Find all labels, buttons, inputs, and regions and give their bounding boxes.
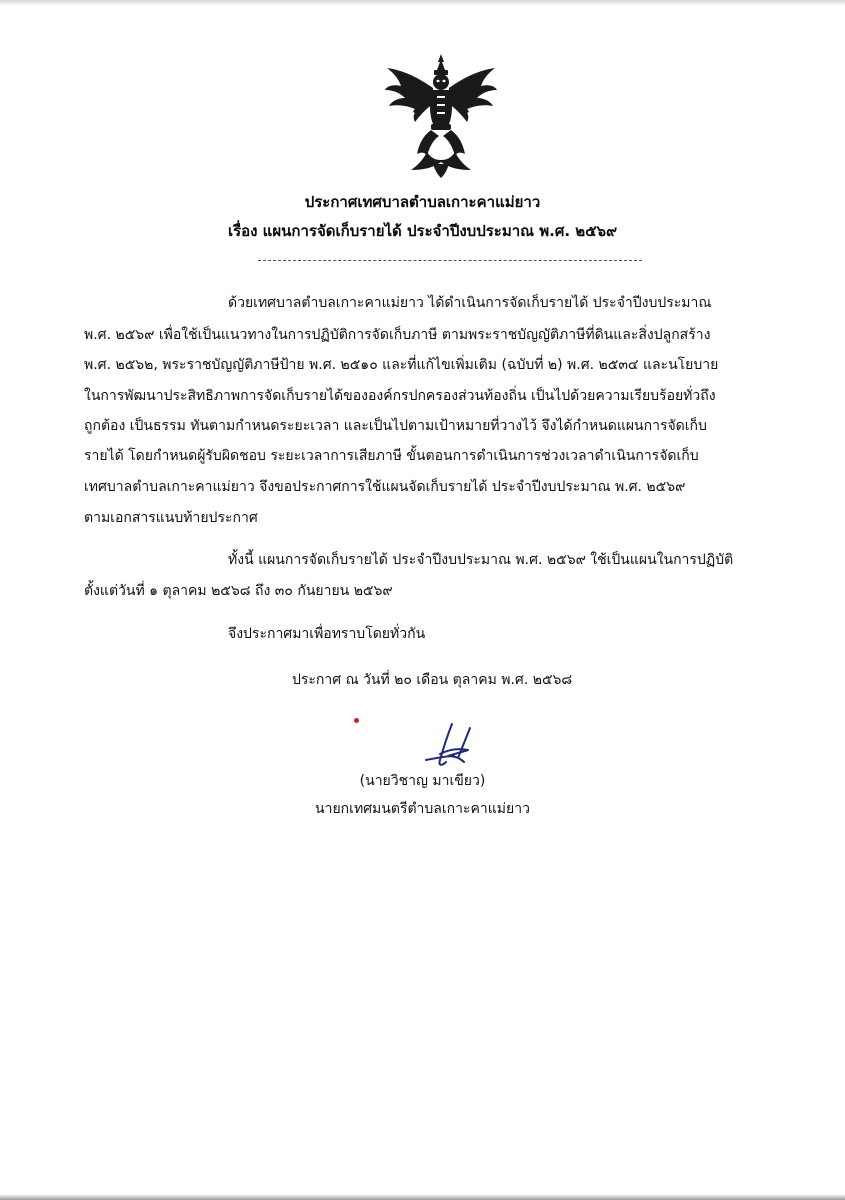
paragraph1-line-3: พ.ศ. ๒๕๖๒, พระราชบัญญัติภาษีป้าย พ.ศ. ๒๕๑๐ และที่แก้ไขเพิ่มเติม (ฉบับที่ ๒) พ.ศ. ๒๕๓๔ และนโยบาย (84, 357, 719, 373)
scan-top-edge (0, 0, 845, 6)
announcement-date: ประกาศ ณ วันที่ ๒๐ เดือน ตุลาคม พ.ศ. ๒๕๖๘ (292, 672, 573, 688)
red-mark (354, 718, 359, 723)
garuda-emblem-icon (383, 52, 499, 180)
paragraph1-line-8: ตามเอกสารแนบท้ายประกาศ (84, 510, 258, 526)
header-divider (258, 260, 642, 261)
announce-line: จึงประกาศมาเพื่อทราบโดยทั่วกัน (228, 626, 426, 642)
paragraph1-line-2: พ.ศ. ๒๕๖๙ เพื่อใช้เป็นแนวทางในการปฏิบัติการจัดเก็บภาษี ตามพระราชบัญญัติภาษีที่ดินและสิ่งปลูกสร้าง (84, 327, 711, 343)
paragraph1-line-7: เทศบาลตำบลเกาะคาแม่ยาว จึงขอประกาศการใช้แผนจัดเก็บรายได้ ประจำปีงบประมาณ พ.ศ. ๒๕๖๙ (84, 479, 686, 495)
announcement-issuer: ประกาศเทศบาลตำบลเกาะคาแม่ยาว (304, 193, 541, 211)
signer-name: (นายวิชาญ มาเขียว) (359, 773, 486, 789)
paragraph1-line-5: ถูกต้อง เป็นธรรม ทันตามกำหนดระยะเวลา และเป็นไปตามเป้าหมายที่วางไว้ จึงได้กำหนดแผนการจัดเก็บ (84, 418, 707, 434)
announcement-subject: เรื่อง แผนการจัดเก็บรายได้ ประจำปีงบประมาณ พ.ศ. ๒๕๖๙ (227, 222, 618, 240)
paragraph1-line-4: ในการพัฒนาประสิทธิภาพการจัดเก็บรายได้ขององค์กรปกครองส่วนท้องถิ่น เป็นไปด้วยความเรียบร้อยทั่วถึง (84, 388, 716, 404)
paragraph2-line-1: ทั้งนี้ แผนการจัดเก็บรายได้ ประจำปีงบประมาณ พ.ศ. ๒๕๖๙ ใช้เป็นแผนในการปฏิบัติ (228, 552, 734, 568)
signer-title: นายกเทศมนตรีตำบลเกาะคาแม่ยาว (315, 801, 530, 817)
paragraph1-line-1: ด้วยเทศบาลตำบลเกาะคาแม่ยาว ได้ดำเนินการจัดเก็บรายได้ ประจำปีงบประมาณ (228, 295, 712, 311)
paragraph2-line-2: ตั้งแต่วันที่ ๑ ตุลาคม ๒๕๖๘ ถึง ๓๐ กันยายน ๒๕๖๙ (84, 583, 393, 599)
paragraph1-line-6: รายได้ โดยกำหนดผู้รับผิดชอบ ระยะเวลาการเสียภาษี ขั้นตอนการดำเนินการช่วงเวลาดำเนินการจัดเก็บ (84, 448, 699, 464)
handwritten-signature-icon (418, 720, 490, 772)
scan-bottom-edge (0, 1194, 845, 1200)
